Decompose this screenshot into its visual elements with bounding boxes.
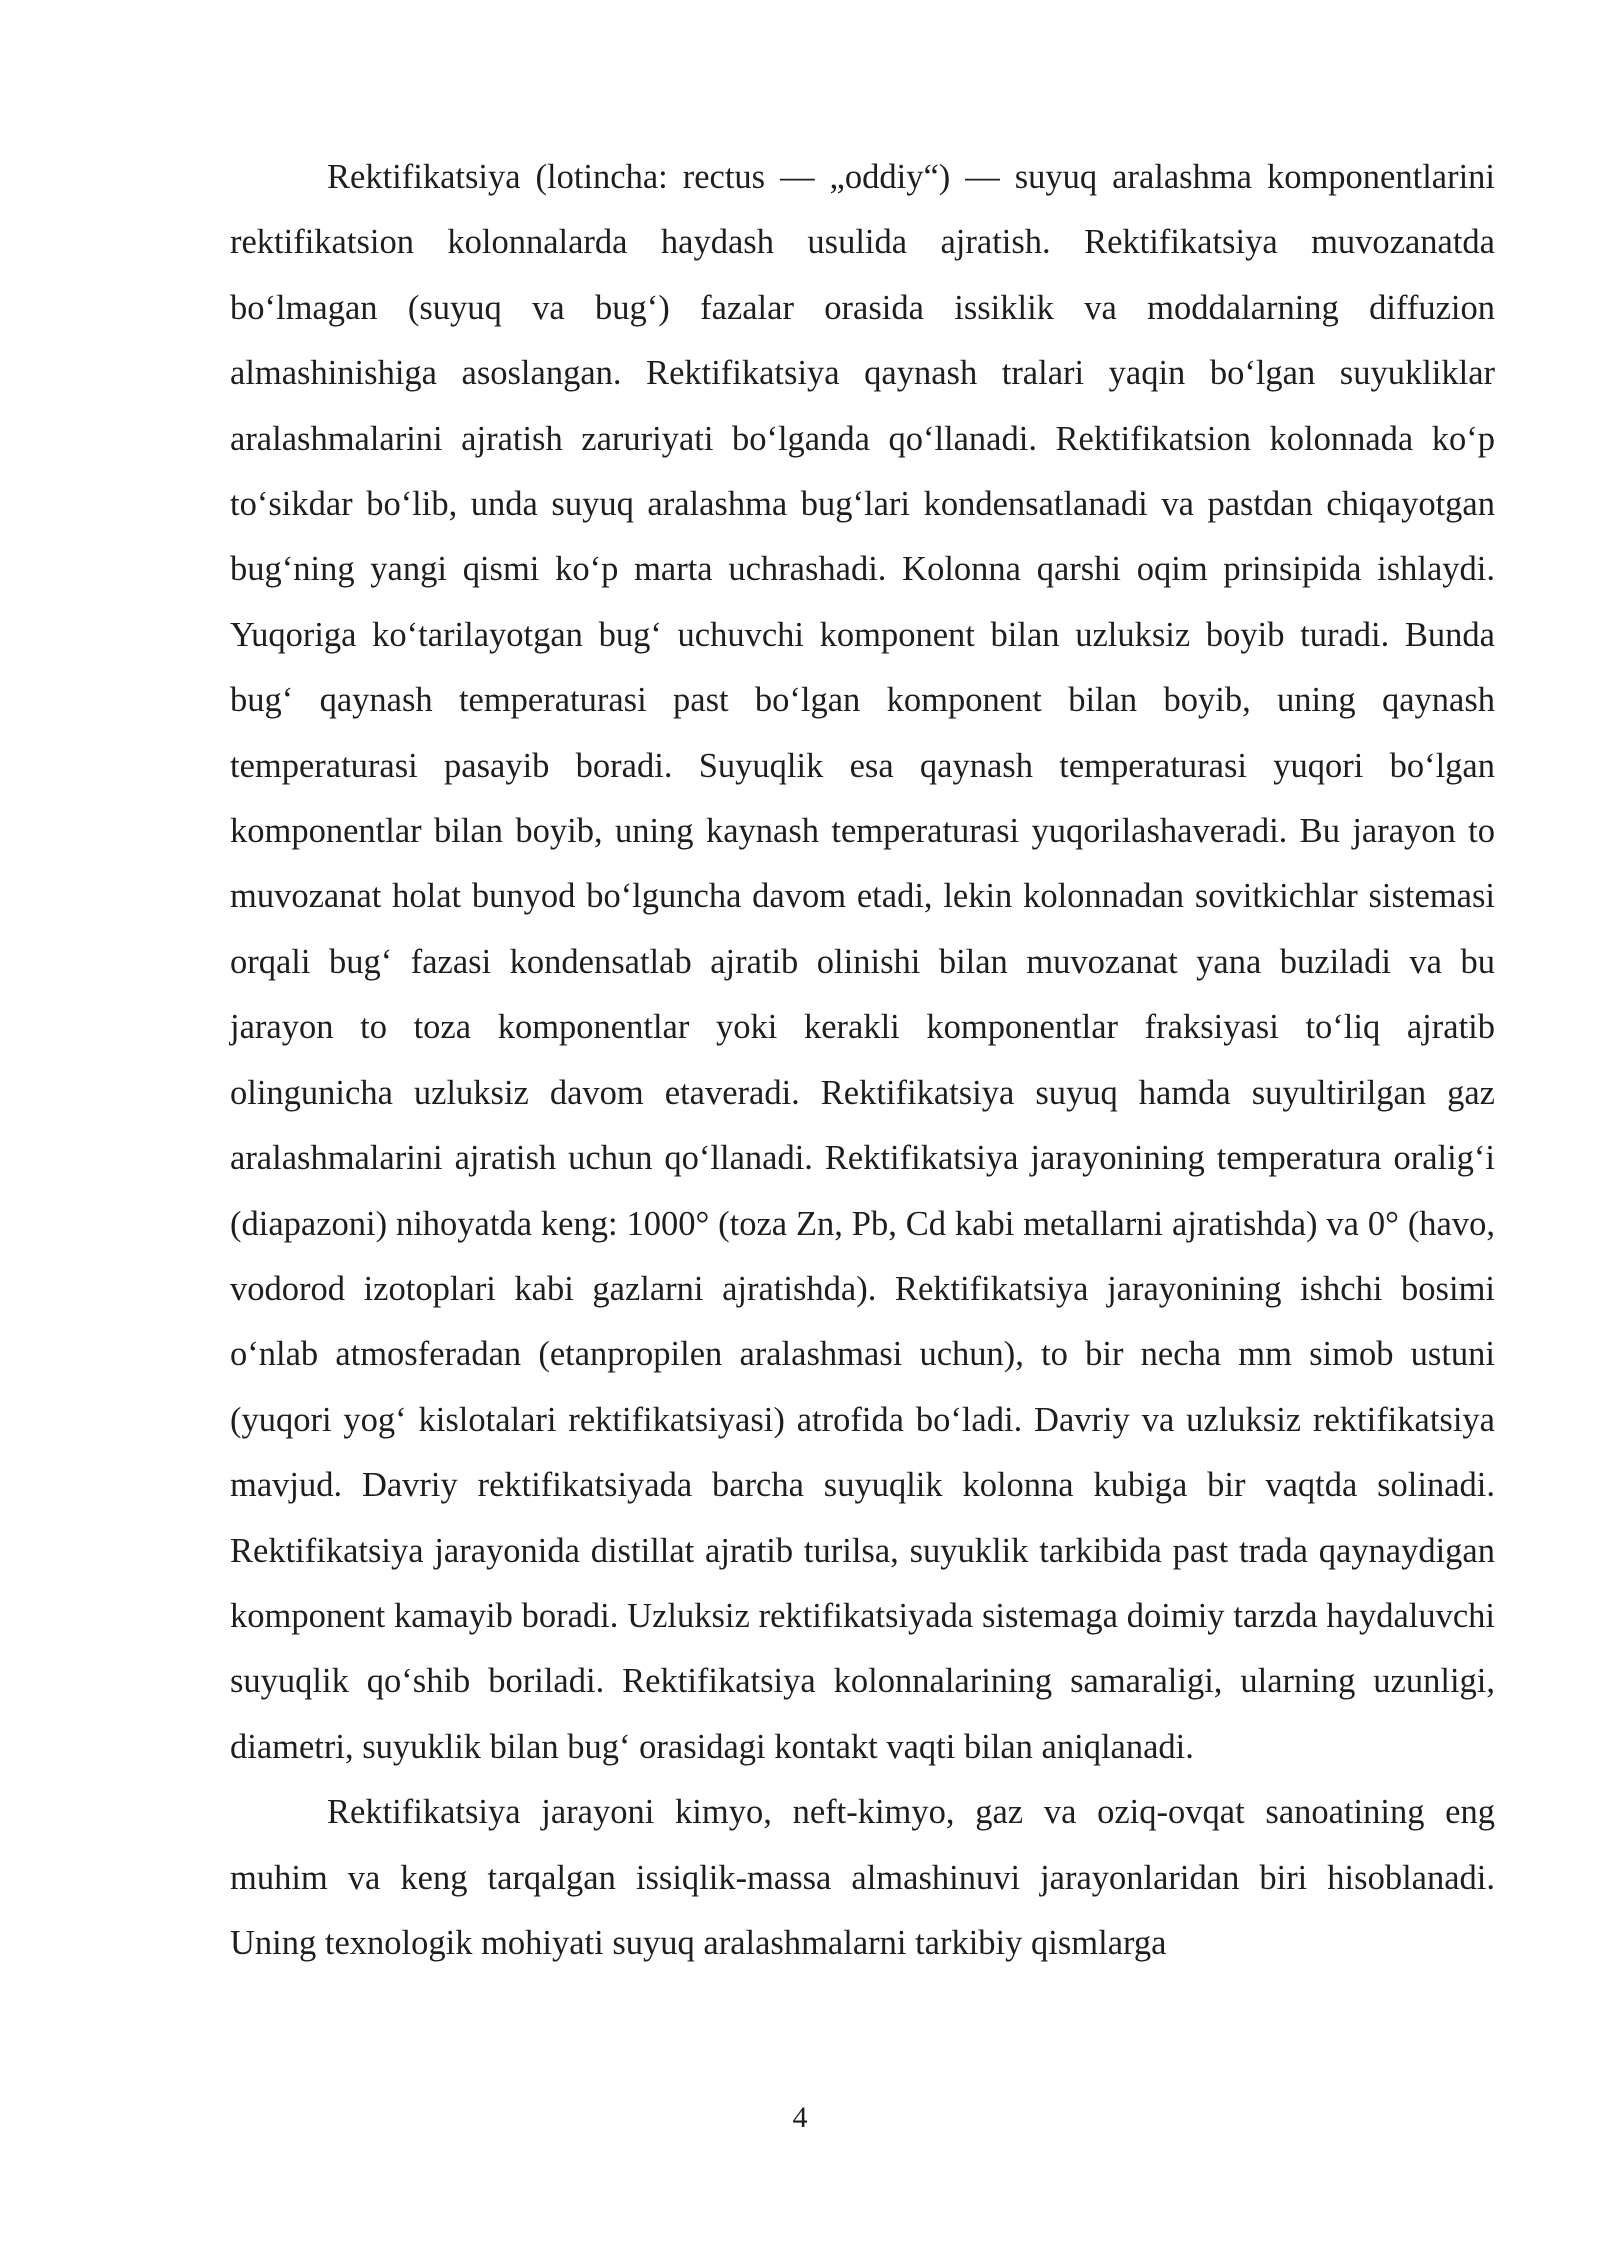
page-number: 4 (792, 2101, 808, 2134)
body-text (230, 145, 1495, 1976)
paragraph-2: Rektifikatsiya jarayoni kimyo, neft-kimyo, gaz va oziq-ovqat sanoatining eng muhim va keng tarqalgan issiqlik-massa almashinuvi jarayonlaridan biri hisoblanadi. Uning texnologik mohiyati suyuq aralashmalarni tarkibiy qismlarga (230, 1793, 1495, 1962)
paragraph-1: Rektifikatsiya (lotincha: rectus — „oddiy“) — suyuq aralashma komponentlarini rektifikatsion kolonnalarda haydash usulida ajratish. Rektifikatsiya muvozanatda boʻlmagan (suyuq va bugʻ) fazalar orasida issiklik va moddalarning diffuzion almashinishiga asoslangan. Rektifikatsiya qaynash tralari yaqin boʻlgan suyukliklar aralashmalarini ajratish zaruriyati boʻlganda qoʻllanadi. Rektifikatsion kolonnada koʻp toʻsikdar boʻlib, unda suyuq aralashma bugʻlari kondensatlanadi va pastdan chiqayotgan bugʻning yangi qismi koʻp marta uchrashadi. Kolonna qarshi oqim prinsipida ishlaydi. Yuqoriga koʻtarilayotgan bugʻ uchuvchi komponent bilan uzluksiz boyib turadi. Bunda bugʻ qaynash temperaturasi past boʻlgan komponent bilan boyib, uning qaynash temperaturasi pasayib boradi. Suyuqlik esa qaynash temperaturasi yuqori boʻlgan komponentlar bilan boyib, uning kaynash temperaturasi yuqorilashaveradi. Bu jarayon to muvozanat holat bunyod boʻlguncha davom etadi, lekin kolonnadan sovitkichlar sistemasi orqali bugʻ fazasi kondensatlab ajratib olinishi bilan muvozanat yana buziladi va bu jarayon to toza komponentlar yoki kerakli komponentlar fraksiyasi toʻliq ajratib olingunicha uzluksiz davom etaveradi. Rektifikatsiya suyuq hamda suyultirilgan gaz aralashmalarini ajratish uchun qoʻllanadi. Rektifikatsiya jarayonining temperatura oraligʻi (diapazoni) nihoyatda keng: 1000° (toza Zn, Pb, Cd kabi metallarni ajratishda) va 0° (havo, vodorod izotoplari kabi gazlarni ajratishda). Rektifikatsiya jarayonining ishchi bosimi oʻnlab atmosferadan (etanpropilen aralashmasi uchun), to bir necha mm simob ustuni (yuqori yogʻ kislotalari rektifikatsiyasi) atrofida boʻladi. Davriy va uzluksiz rektifikatsiya mavjud. Davriy rektifikatsiyada barcha suyuqlik kolonna kubiga bir vaqtda solinadi. Rektifikatsiya jarayonida distillat ajratib turilsa, suyuklik tarkibida past trada qaynaydigan komponent kamayib boradi. Uzluksiz rektifikatsiyada sistemaga doimiy tarzda haydaluvchi suyuqlik qoʻshib boriladi. Rektifikatsiya kolonnalarining samaraligi, ularning uzunligi, diametri, suyuklik bilan bugʻ orasidagi kontakt vaqti bilan aniqlanadi. (230, 158, 1495, 1766)
